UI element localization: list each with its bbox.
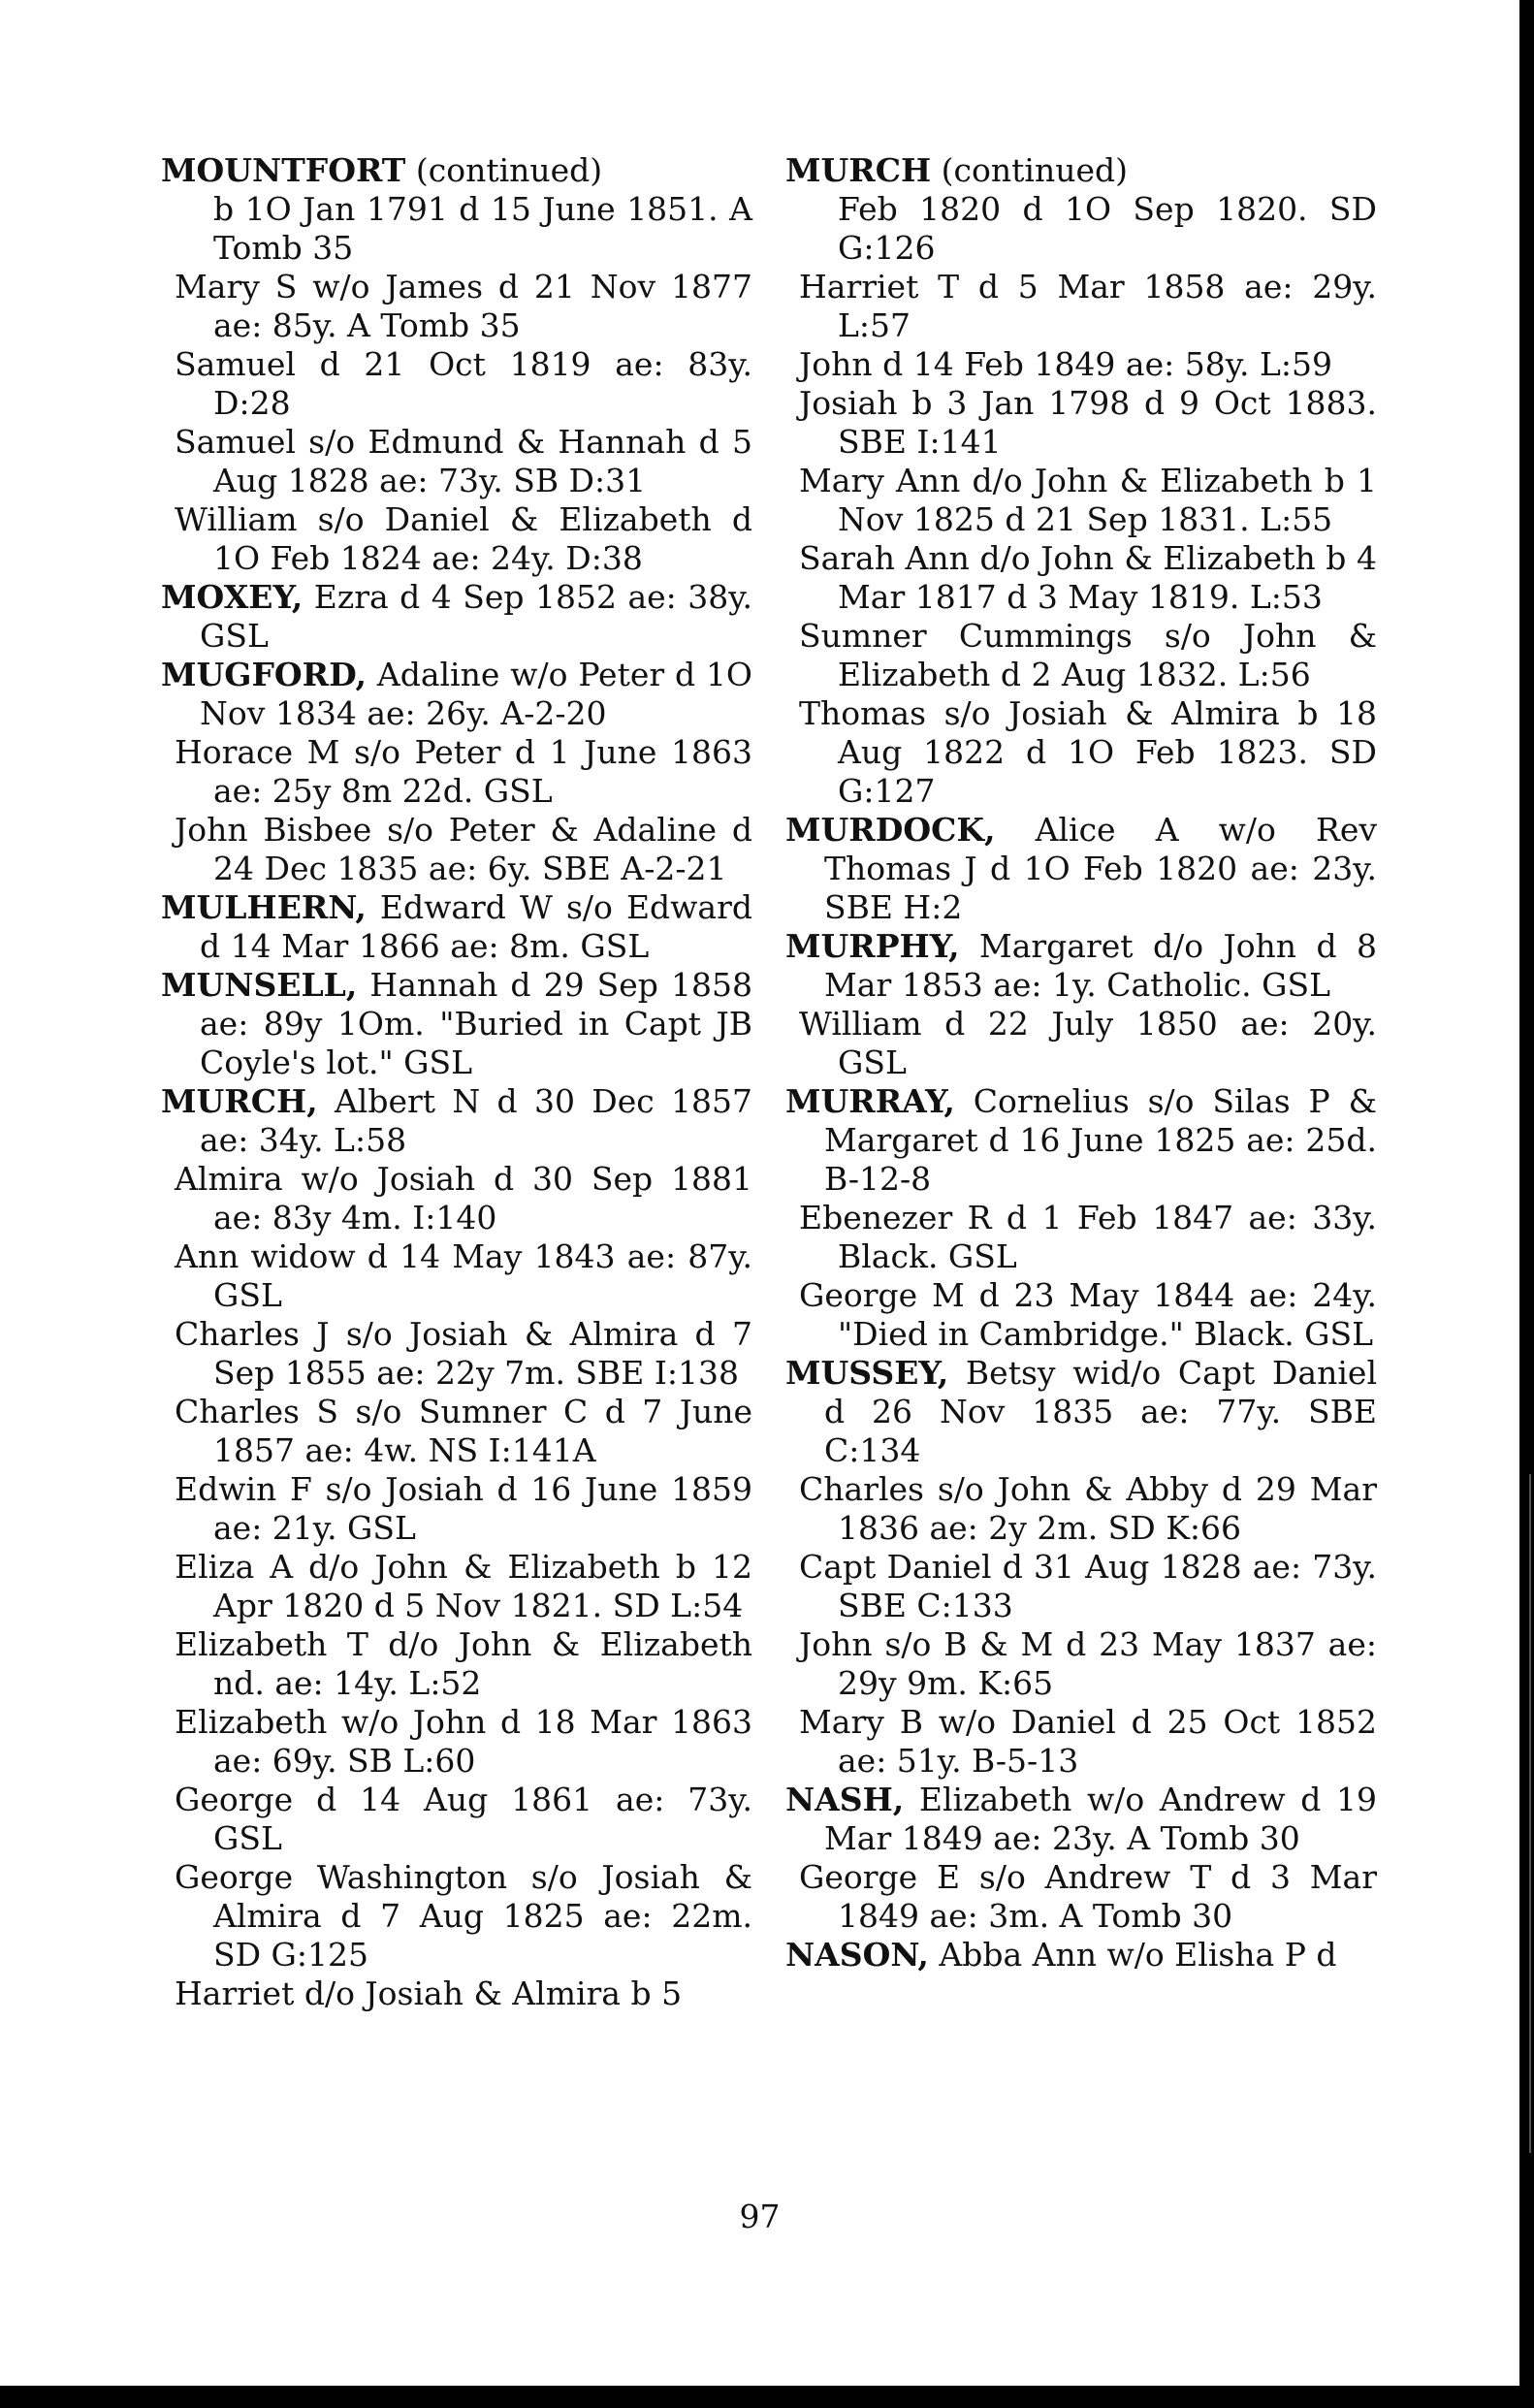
entry-text: George M d 23 May 1844 ae: 24y. "Died in Cambridge." Black. GSL <box>799 1276 1377 1353</box>
surname-entry <box>161 888 752 966</box>
record-entry <box>785 462 1377 539</box>
entry-text: George E s/o Andrew T d 3 Mar 1849 ae: 3m. A Tomb 30 <box>799 1858 1377 1935</box>
entry-text: Josiah b 3 Jan 1798 d 9 Oct 1883. SBE I:141 <box>799 384 1377 461</box>
surname: MOXEY, <box>161 578 304 616</box>
entry-text: Edward W s/o Edward d 14 Mar 1866 ae: 8m. GSL <box>200 888 752 965</box>
entry-text: Eliza A d/o John & Elizabeth b 12 Apr 1820 d 5 Nov 1821. SD L:54 <box>175 1548 752 1624</box>
header-surname: MURCH <box>785 151 932 189</box>
record-entry <box>785 1276 1377 1354</box>
record-entry <box>161 1625 752 1703</box>
record-entry <box>161 1393 752 1470</box>
right-column <box>785 151 1377 1975</box>
record-entry <box>161 1975 752 2013</box>
entry-text: Capt Daniel d 31 Aug 1828 ae: 73y. SBE C:133 <box>799 1548 1377 1624</box>
surname: MULHERN, <box>161 888 367 926</box>
record-entry <box>161 1160 752 1237</box>
entry-text: Elizabeth w/o John d 18 Mar 1863 ae: 69y. SB L:60 <box>175 1703 752 1780</box>
entry-text: Harriet d/o Josiah & Almira b 5 <box>175 1975 683 2012</box>
record-entry <box>785 1858 1377 1936</box>
entry-text: Charles S s/o Sumner C d 7 June 1857 ae: 4w. NS I:141A <box>175 1393 752 1469</box>
surname-entry <box>785 811 1377 927</box>
entry-text: Almira w/o Josiah d 30 Sep 1881 ae: 83y 4m. I:140 <box>175 1160 752 1236</box>
entry-text: John Bisbee s/o Peter & Adaline d 24 Dec 1835 ae: 6y. SBE A-2-21 <box>175 811 752 887</box>
entry-text: Sarah Ann d/o John & Elizabeth b 4 Mar 1817 d 3 May 1819. L:53 <box>799 539 1377 616</box>
surname: MURDOCK, <box>785 811 996 849</box>
record-entry <box>785 694 1377 811</box>
record-entry <box>785 1005 1377 1082</box>
entry-text: Mary Ann d/o John & Elizabeth b 1 Nov 1825 d 21 Sep 1831. L:55 <box>799 462 1377 538</box>
entry-text: Mary B w/o Daniel d 25 Oct 1852 ae: 51y. B-5-13 <box>799 1703 1377 1780</box>
entry-text: Ezra d 4 Sep 1852 ae: 38y. GSL <box>200 578 752 655</box>
surname: MURPHY, <box>785 927 960 965</box>
record-entry <box>785 1199 1377 1276</box>
entry-text: Ebenezer R d 1 Feb 1847 ae: 33y. Black. GSL <box>799 1199 1377 1275</box>
header-suffix: (continued) <box>405 151 603 189</box>
entry-text: Alice A w/o Rev Thomas J d 1O Feb 1820 ae: 23y. SBE H:2 <box>824 811 1377 926</box>
entry-text: b 1O Jan 1791 d 15 June 1851. A Tomb 35 <box>213 190 752 267</box>
surname: MUGFORD, <box>161 656 368 693</box>
record-entry <box>161 1858 752 1975</box>
entry-text: William d 22 July 1850 ae: 20y. GSL <box>799 1005 1377 1081</box>
surname: NASON, <box>785 1936 929 1974</box>
left-column <box>161 151 752 2013</box>
record-entry <box>161 345 752 423</box>
record-entry <box>161 423 752 500</box>
record-entry <box>161 1548 752 1625</box>
record-entry <box>785 1703 1377 1781</box>
column-header <box>785 151 1377 190</box>
entry-text: John s/o B & M d 23 May 1837 ae: 29y 9m. K:65 <box>799 1625 1377 1702</box>
record-entry <box>785 617 1377 694</box>
surname-entry <box>785 1354 1377 1470</box>
entry-text: George Washington s/o Josiah & Almira d 7 Aug 1825 ae: 22m. SD G:125 <box>175 1858 752 1974</box>
record-entry <box>161 500 752 578</box>
entry-text: Abba Ann w/o Elisha P d <box>928 1936 1337 1974</box>
surname-entry <box>785 1082 1377 1199</box>
surname-entry <box>161 656 752 733</box>
record-entry <box>785 1625 1377 1703</box>
record-entry <box>161 1315 752 1393</box>
entry-text: Albert N d 30 Dec 1857 ae: 34y. L:58 <box>200 1082 752 1159</box>
entry-text: Elizabeth T d/o John & Elizabeth nd. ae: 14y. L:52 <box>175 1625 752 1702</box>
surname-entry <box>161 1082 752 1160</box>
entry-text: John d 14 Feb 1849 ae: 58y. L:59 <box>799 345 1332 383</box>
page-number: 97 <box>739 2198 781 2235</box>
entry-text: Harriet T d 5 Mar 1858 ae: 29y. L:57 <box>799 268 1377 344</box>
surname-entry <box>785 1781 1377 1858</box>
entry-text: Edwin F s/o Josiah d 16 June 1859 ae: 21y. GSL <box>175 1470 752 1547</box>
entry-text: Thomas s/o Josiah & Almira b 18 Aug 1822 d 1O Feb 1823. SD G:127 <box>799 694 1377 810</box>
record-entry <box>785 1548 1377 1625</box>
record-entry <box>161 268 752 345</box>
entry-text: Margaret d/o John d 8 Mar 1853 ae: 1y. Catholic. GSL <box>824 927 1377 1004</box>
entry-text: Cornelius s/o Silas P & Margaret d 16 June 1825 ae: 25d. B-12-8 <box>824 1082 1377 1198</box>
header-suffix: (continued) <box>931 151 1129 189</box>
record-entry <box>161 190 752 268</box>
record-entry <box>161 733 752 811</box>
record-entry <box>785 384 1377 462</box>
surname-entry <box>161 578 752 656</box>
surname: MUSSEY, <box>785 1354 949 1392</box>
record-entry <box>161 811 752 888</box>
surname-entry <box>785 1936 1377 1975</box>
entry-text: Samuel d 21 Oct 1819 ae: 83y. D:28 <box>175 345 752 422</box>
record-entry <box>161 1237 752 1315</box>
entry-text: Horace M s/o Peter d 1 June 1863 ae: 25y 8m 22d. GSL <box>175 733 752 810</box>
entry-text: George d 14 Aug 1861 ae: 73y. GSL <box>175 1781 752 1857</box>
surname: NASH, <box>785 1781 905 1818</box>
left-entries <box>161 190 752 2013</box>
entry-text: Sumner Cummings s/o John & Elizabeth d 2 Aug 1832. L:56 <box>799 617 1377 693</box>
record-entry <box>161 1470 752 1548</box>
surname-entry <box>161 966 752 1082</box>
entry-text: Hannah d 29 Sep 1858 ae: 89y 1Om. "Buried in Capt JB Coyle's lot." GSL <box>200 966 752 1081</box>
entry-text: Betsy wid/o Capt Daniel d 26 Nov 1835 ae: 77y. SBE C:134 <box>824 1354 1377 1469</box>
record-entry <box>161 1781 752 1858</box>
header-surname: MOUNTFORT <box>161 151 406 189</box>
surname-entry <box>785 927 1377 1005</box>
record-entry <box>161 1703 752 1781</box>
entry-text: Ann widow d 14 May 1843 ae: 87y. GSL <box>175 1237 752 1314</box>
scan-edge-line <box>1529 1474 1531 2153</box>
record-entry <box>785 190 1377 268</box>
entry-text: Charles s/o John & Abby d 29 Mar 1836 ae: 2y 2m. SD K:66 <box>799 1470 1377 1547</box>
entry-text: Mary S w/o James d 21 Nov 1877 ae: 85y. A Tomb 35 <box>175 268 752 344</box>
surname: MURRAY, <box>785 1082 955 1120</box>
entry-text: Samuel s/o Edmund & Hannah d 5 Aug 1828 ae: 73y. SB D:31 <box>175 423 752 499</box>
right-entries <box>785 190 1377 1975</box>
entry-text: Feb 1820 d 1O Sep 1820. SD G:126 <box>838 190 1377 267</box>
entry-text: Charles J s/o Josiah & Almira d 7 Sep 1855 ae: 22y 7m. SBE I:138 <box>175 1315 752 1392</box>
record-entry <box>785 539 1377 617</box>
surname: MURCH, <box>161 1082 318 1120</box>
entry-text: Elizabeth w/o Andrew d 19 Mar 1849 ae: 23y. A Tomb 30 <box>824 1781 1377 1857</box>
surname: MUNSELL, <box>161 966 358 1004</box>
record-entry <box>785 1470 1377 1548</box>
record-entry <box>785 268 1377 345</box>
record-entry <box>785 345 1377 384</box>
column-header <box>161 151 752 190</box>
entry-text: William s/o Daniel & Elizabeth d 1O Feb 1824 ae: 24y. D:38 <box>175 500 752 577</box>
entry-text: Adaline w/o Peter d 1O Nov 1834 ae: 26y. A-2-20 <box>200 656 752 732</box>
